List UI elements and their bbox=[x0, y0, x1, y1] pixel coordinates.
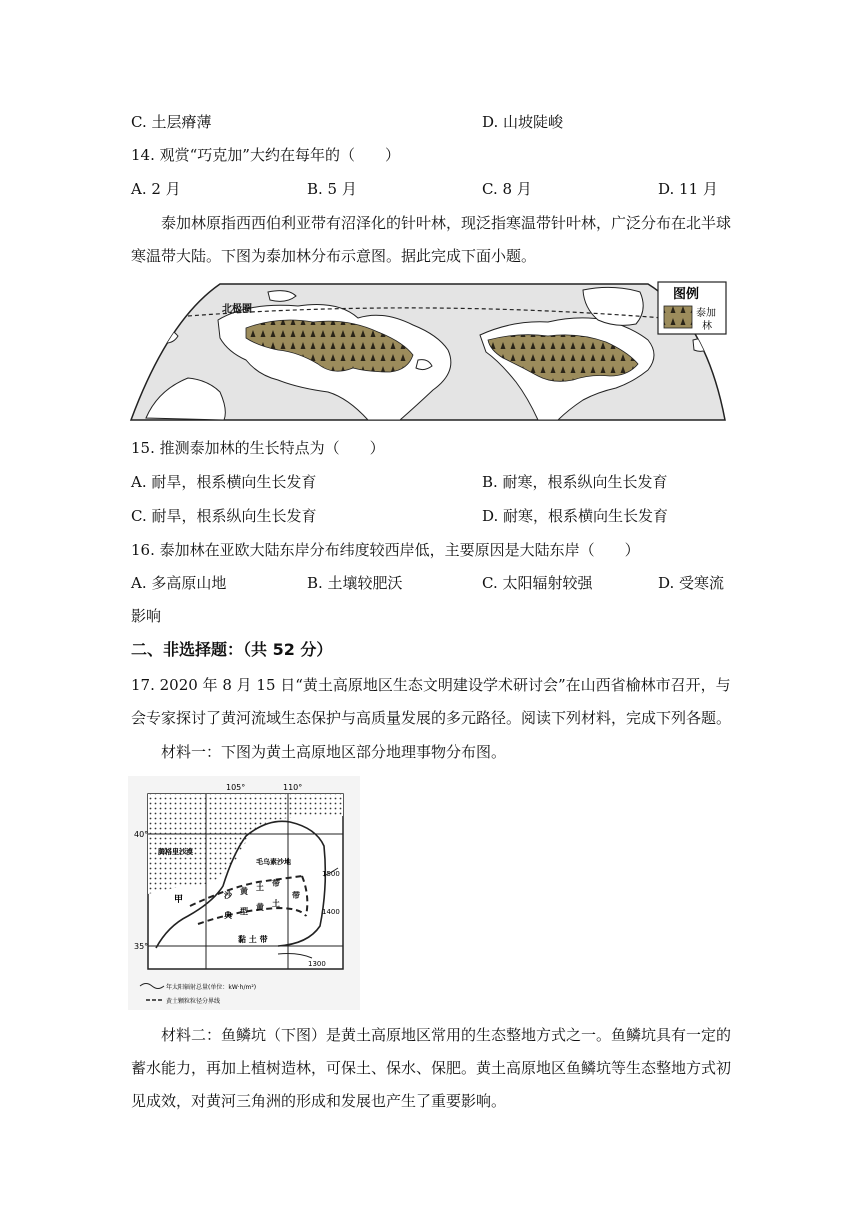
typical-loess-char-3: 黄 bbox=[256, 903, 264, 912]
taiga-legend-swatch bbox=[664, 306, 692, 328]
q16-option-d-continued: 影响 bbox=[131, 607, 162, 625]
typical-loess-char-1: 典 bbox=[224, 911, 232, 920]
clay-belt-label: 黏 土 带 bbox=[238, 935, 268, 944]
sandy-belt-char-4: 带 bbox=[272, 879, 280, 888]
q15-option-a: A. 耐旱，根系横向生长发育 bbox=[131, 473, 317, 491]
q15-option-d: D. 耐寒，根系横向生长发育 bbox=[482, 507, 669, 525]
lon-110-label: 110° bbox=[283, 783, 303, 792]
q13-option-c: C. 土层瘠薄 bbox=[131, 113, 212, 131]
material-one: 材料一：下图为黄土高原地区部分地理事物分布图。 bbox=[161, 743, 507, 761]
map2-legend-isoline: 年太阳辐射总量(单位：kW·h/m²) bbox=[166, 984, 257, 991]
q14-option-a: A. 2 月 bbox=[131, 180, 181, 198]
belt-right-label: 带 bbox=[292, 891, 300, 900]
isoline-1300: 1300 bbox=[308, 960, 326, 968]
section-heading: 二、非选择题：（共 52 分） bbox=[131, 640, 333, 659]
q16-option-b: B. 土壤较肥沃 bbox=[307, 574, 403, 592]
q16-option-d: D. 受寒流 bbox=[658, 574, 725, 592]
legend-label-1: 泰加 bbox=[696, 308, 716, 319]
q16-stem: 16. 泰加林在亚欧大陆东岸分布纬度较西岸低，主要原因是大陆东岸（ ） bbox=[131, 541, 640, 559]
map2-legend-boundary: 黄土颗粒粒径分界线 bbox=[166, 998, 221, 1005]
q14-stem: 14. 观赏“巧克加”大约在每年的（ ） bbox=[131, 146, 400, 164]
loess-plateau-map bbox=[128, 776, 360, 1010]
q15-stem: 15. 推测泰加林的生长特点为（ ） bbox=[131, 439, 385, 457]
taiga-distribution-map bbox=[128, 280, 730, 425]
taiga-intro: 泰加林原指西西伯利亚带有沼泽化的针叶林，现泛指寒温带针叶林，广泛分布在北半球寒温带大陆。下图为泰加林分布示意图。据此完成下面小题。 bbox=[131, 214, 732, 265]
tengger-desert-label: 腾格里沙漠 bbox=[158, 848, 193, 856]
legend-label-2: 林 bbox=[702, 321, 712, 332]
legend-title: 图例 bbox=[673, 287, 700, 302]
lat-35-label: 35° bbox=[134, 942, 149, 951]
typical-loess-char-2: 型 bbox=[240, 907, 248, 916]
map1-legend bbox=[658, 282, 726, 334]
typical-loess-char-4: 土 bbox=[272, 899, 280, 908]
point-jia-label: 甲 bbox=[174, 895, 184, 905]
arctic-circle-label: 北极圈 bbox=[222, 304, 252, 315]
q16-option-a: A. 多高原山地 bbox=[131, 574, 227, 592]
isoline-1400: 1400 bbox=[322, 908, 340, 916]
lat-40-label: 40° bbox=[134, 830, 149, 839]
q14-option-d: D. 11 月 bbox=[658, 180, 718, 198]
q16-option-c: C. 太阳辐射较强 bbox=[482, 574, 593, 592]
q14-option-b: B. 5 月 bbox=[307, 180, 357, 198]
sandy-belt-char-2: 黄 bbox=[240, 887, 248, 896]
material-two: 材料二：鱼鳞坑（下图）是黄土高原地区常用的生态整地方式之一。鱼鳞坑具有一定的蓄水能力，再加上植树造林，可保土、保水、保肥。黄土高原地区鱼鳞坑等生态整地方式初见成效，对黄河三角洲的形成和发展也产生了重要影响。 bbox=[131, 1026, 732, 1110]
sandy-belt-char-1: 沙 bbox=[224, 891, 232, 900]
sandy-belt-char-3: 土 bbox=[256, 883, 264, 892]
q15-option-c: C. 耐旱，根系纵向生长发育 bbox=[131, 507, 317, 525]
q15-option-b: B. 耐寒，根系纵向生长发育 bbox=[482, 473, 668, 491]
q13-option-d: D. 山坡陡峻 bbox=[482, 113, 564, 131]
q17-stem-line1: 17. 2020 年 8 月 15 日“黄土高原地区生态文明建设学术研讨会”在山西省榆林市召开，与 bbox=[131, 676, 731, 694]
q17-stem-line2: 会专家探讨了黄河流域生态保护与高质量发展的多元路径。阅读下列材料，完成下列各题。 bbox=[131, 709, 732, 727]
lon-105-label: 105° bbox=[226, 783, 246, 792]
isoline-1500: 1500 bbox=[322, 870, 340, 878]
q14-option-c: C. 8 月 bbox=[482, 180, 532, 198]
mu-us-desert-label: 毛乌素沙地 bbox=[256, 858, 291, 866]
